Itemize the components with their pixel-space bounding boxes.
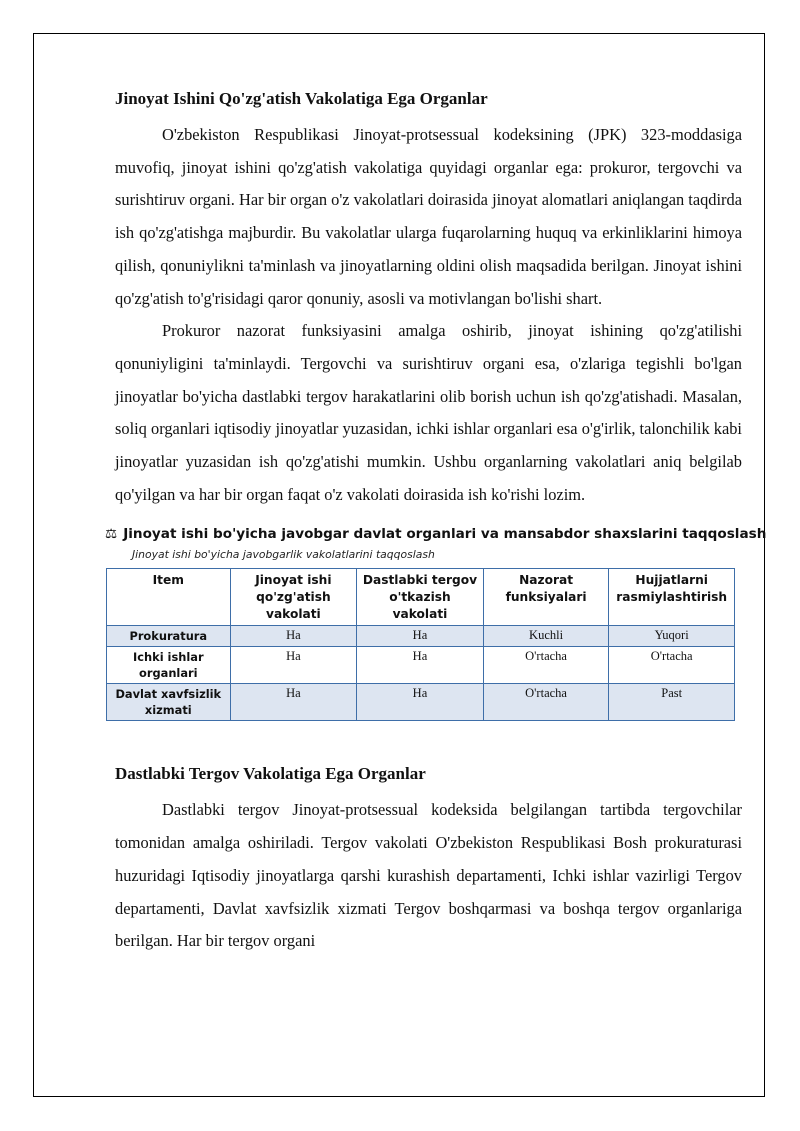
scale-icon: ⚖ — [105, 526, 118, 543]
paragraph: Dastlabki tergov Jinoyat-protsessual kodeksida belgilangan tartibda tergovchilar tomonidan amalga oshiriladi. Tergov vakolati O'zbekiston Respublikasi Bosh prokuraturasi huzuridagi Iqtisodiy jinoyatlarga qarshi kurashish departamenti, Ichki ishlar vazirligi Tergov departamenti, Davlat xavfsizlik xizmati Tergov boshqarmasi va boshqa tergov organlariga berilgan. Har bir tergov organi — [115, 800, 742, 951]
table-cell: Yuqori — [609, 626, 735, 647]
table-title — [105, 524, 767, 544]
table-caption: Jinoyat ishi bo'yicha javobgarlik vakolatlarini taqqoslash — [132, 548, 435, 562]
row-header: Ichki ishlar organlari — [107, 647, 231, 684]
table-cell: Ha — [230, 684, 357, 721]
column-header: Hujjatlarni rasmiylashtirish — [609, 569, 735, 626]
table-title-text: Jinoyat ishi bo'yicha javobgar davlat organlari va mansabdor shaxslarini taqqoslash — [123, 526, 767, 543]
table-cell: O'rtacha — [609, 647, 735, 684]
column-header: Item — [107, 569, 231, 626]
table-cell: Ha — [230, 647, 357, 684]
document-content — [105, 88, 767, 958]
column-header: Nazorat funksiyalari — [483, 569, 609, 626]
table-cell: Ha — [230, 626, 357, 647]
table-cell: Ha — [357, 626, 484, 647]
row-header: Prokuratura — [107, 626, 231, 647]
row-header: Davlat xavfsizlik xizmati — [107, 684, 231, 721]
table-row — [107, 626, 735, 647]
table-cell: Past — [609, 684, 735, 721]
paragraph: Prokuror nazorat funksiyasini amalga oshirib, jinoyat ishining qo'zg'atilishi qonuniyligini ta'minlaydi. Tergovchi va surishtiruv organi esa, o'zlariga tegishli bo'lgan jinoyatlar bo'yicha dastlabki tergov harakatlarini olib borish uchun ish qo'zg'atishadi. Masalan, soliq organlari iqtisodiy jinoyatlar yuzasidan, ichki ishlar organlari esa o'g'irlik, talonchilik kabi jinoyatlar yuzasidan ish qo'zg'atishi mumkin. Ushbu organlarning vakolatlari aniq belgilab qo'yilgan va har bir organ faqat o'z vakolati doirasida ish ko'rishi lozim. — [115, 321, 742, 504]
column-header: Jinoyat ishi qo'zg'atish vakolati — [230, 569, 357, 626]
section-heading-investigation: Dastlabki Tergov Vakolatiga Ega Organlar — [115, 764, 426, 784]
table-cell: O'rtacha — [483, 684, 609, 721]
table-row — [107, 647, 735, 684]
comparison-table — [106, 568, 735, 721]
column-header: Dastlabki tergov o'tkazish vakolati — [357, 569, 484, 626]
table-row — [107, 684, 735, 721]
table-cell: Kuchli — [483, 626, 609, 647]
table-cell: Ha — [357, 684, 484, 721]
table-cell: Ha — [357, 647, 484, 684]
paragraph: O'zbekiston Respublikasi Jinoyat-protsessual kodeksining (JPK) 323-moddasiga muvofiq, jinoyat ishini qo'zg'atish vakolatiga quyidagi organlar ega: prokuror, tergovchi va surishtiruv organi. Har bir organ o'z vakolatlari doirasida jinoyat alomatlari aniqlangan taqdirda ish qo'zg'atishga majburdir. Bu vakolatlar ularga fuqarolarning huquq va erkinliklarini himoya qilish, qonuniylikni ta'minlash va jinoyatlarning oldini olish maqsadida berilgan. Jinoyat ishini qo'zg'atish to'g'risidagi qaror qonuniy, asosli va motivlangan bo'lishi shart. — [115, 125, 742, 308]
table-cell: O'rtacha — [483, 647, 609, 684]
table-header-row — [107, 569, 735, 626]
section-heading-initiation: Jinoyat Ishini Qo'zg'atish Vakolatiga Ega Organlar — [115, 89, 488, 108]
